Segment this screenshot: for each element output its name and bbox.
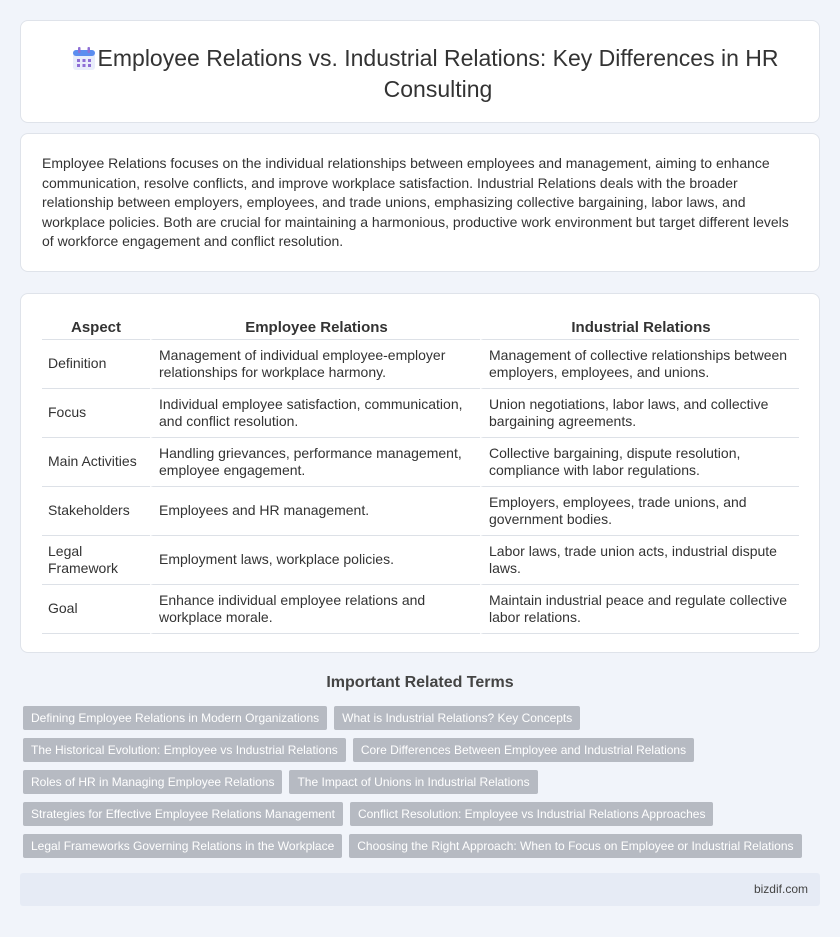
title-wrap bbox=[61, 43, 799, 105]
table-row bbox=[42, 487, 799, 536]
row-employee-relations: Individual employee satisfaction, communication, and conflict resolution. bbox=[150, 389, 480, 438]
related-term-link[interactable]: Choosing the Right Approach: When to Focus on Employee or Industrial Relations bbox=[349, 834, 801, 858]
header-card bbox=[20, 20, 820, 123]
row-employee-relations: Enhance individual employee relations and workplace morale. bbox=[150, 585, 480, 634]
row-aspect: Legal Framework bbox=[42, 536, 150, 585]
header-industrial-relations: Industrial Relations bbox=[480, 314, 799, 340]
related-term-link[interactable]: Roles of HR in Managing Employee Relations bbox=[23, 770, 282, 794]
row-employee-relations: Management of individual employee-employer relationships for workplace harmony. bbox=[150, 340, 480, 389]
row-employee-relations: Employees and HR management. bbox=[150, 487, 480, 536]
table-row bbox=[42, 389, 799, 438]
row-aspect: Main Activities bbox=[42, 438, 150, 487]
table-row bbox=[42, 585, 799, 634]
related-term-link[interactable]: Defining Employee Relations in Modern Organizations bbox=[23, 706, 327, 730]
row-employee-relations: Employment laws, workplace policies. bbox=[150, 536, 480, 585]
row-employee-relations: Handling grievances, performance management, employee engagement. bbox=[150, 438, 480, 487]
header-employee-relations: Employee Relations bbox=[150, 314, 480, 340]
table-row bbox=[42, 438, 799, 487]
related-terms-title: Important Related Terms bbox=[326, 674, 514, 691]
tag-row bbox=[23, 802, 823, 826]
row-industrial-relations: Labor laws, trade union acts, industrial dispute laws. bbox=[480, 536, 799, 585]
row-aspect: Definition bbox=[42, 340, 150, 389]
tag-row bbox=[23, 706, 823, 730]
intro-card bbox=[20, 133, 820, 272]
row-aspect: Stakeholders bbox=[42, 487, 150, 536]
row-industrial-relations: Employers, employees, trade unions, and government bodies. bbox=[480, 487, 799, 536]
tag-row bbox=[23, 834, 823, 858]
row-industrial-relations: Union negotiations, labor laws, and collective bargaining agreements. bbox=[480, 389, 799, 438]
row-industrial-relations: Maintain industrial peace and regulate collective labor relations. bbox=[480, 585, 799, 634]
header-aspect: Aspect bbox=[42, 314, 150, 340]
comparison-card bbox=[20, 293, 820, 653]
row-industrial-relations: Collective bargaining, dispute resolution, compliance with labor regulations. bbox=[480, 438, 799, 487]
related-term-link[interactable]: Conflict Resolution: Employee vs Industrial Relations Approaches bbox=[350, 802, 714, 826]
related-term-link[interactable]: The Historical Evolution: Employee vs Industrial Relations bbox=[23, 738, 346, 762]
table-header-row bbox=[42, 314, 799, 340]
related-term-link[interactable]: Strategies for Effective Employee Relations Management bbox=[23, 802, 343, 826]
related-term-link[interactable]: Core Differences Between Employee and Industrial Relations bbox=[353, 738, 694, 762]
intro-paragraph: Employee Relations focuses on the individual relationships between employees and management, aiming to enhance communication, resolve conflicts, and improve workplace satisfaction. Industrial Relations deals with the broader relationship between employers, employees, and trade unions, emphasizing collective bargaining, labor laws, and workplace policies. Both are crucial for maintaining a harmonious, productive work environment but target different levels of workforce engagement and conflict resolution. bbox=[42, 155, 789, 250]
page-title: Employee Relations vs. Industrial Relations: Key Differences in HR Consulting bbox=[97, 45, 779, 102]
tag-row bbox=[23, 770, 823, 794]
related-term-link[interactable]: Legal Frameworks Governing Relations in the Workplace bbox=[23, 834, 342, 858]
footer-site-name: bizdif.com bbox=[753, 882, 808, 896]
related-term-link[interactable]: The Impact of Unions in Industrial Relations bbox=[289, 770, 537, 794]
row-aspect: Goal bbox=[42, 585, 150, 634]
comparison-table bbox=[42, 314, 799, 634]
table-row bbox=[42, 340, 799, 389]
tag-row bbox=[23, 738, 823, 762]
related-term-link[interactable]: What is Industrial Relations? Key Concepts bbox=[334, 706, 580, 730]
table-row bbox=[42, 536, 799, 585]
related-terms-list bbox=[23, 706, 823, 866]
calendar-icon bbox=[71, 46, 97, 72]
row-industrial-relations: Management of collective relationships between employers, employees, and unions. bbox=[480, 340, 799, 389]
row-aspect: Focus bbox=[42, 389, 150, 438]
footer bbox=[20, 873, 820, 906]
